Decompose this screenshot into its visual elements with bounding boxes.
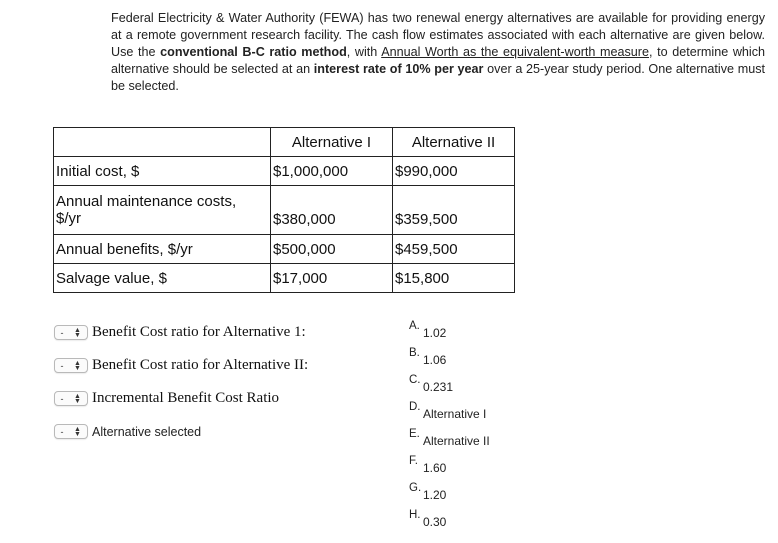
option-value: Alternative II: [423, 434, 490, 448]
updown-arrows-icon: ▲ ▼: [74, 359, 81, 372]
problem-statement: [111, 10, 765, 95]
problem-text-4: over a 25-year study period. One alternative must be selected.: [111, 62, 765, 93]
table-header-alt2: Alternative II: [393, 128, 515, 157]
answer-select-4[interactable]: [54, 424, 88, 439]
table-header-alt1: Alternative I: [271, 128, 393, 157]
option-letter: H.: [409, 509, 421, 521]
question-bc-alt1: [54, 324, 306, 341]
cell-alt1-value: $380,000: [273, 210, 336, 228]
option-value: 1.06: [423, 353, 447, 367]
answer-select-2[interactable]: [54, 358, 88, 373]
problem-text-2: , with: [346, 45, 382, 59]
option-h: [409, 509, 447, 529]
option-c: [409, 374, 454, 394]
table-header-row: [54, 128, 515, 157]
option-value: 1.20: [423, 488, 447, 502]
table-header-blank: [54, 128, 271, 157]
updown-arrows-icon: ▲ ▼: [74, 392, 81, 405]
option-a: [409, 320, 447, 340]
question-text: Benefit Cost ratio for Alternative II:: [92, 357, 309, 373]
cell-alt1: [271, 186, 393, 235]
option-value: 0.30: [423, 515, 447, 529]
option-f: [409, 455, 447, 475]
row-label: Initial cost, $: [54, 157, 271, 186]
cell-alt1: $17,000: [271, 264, 393, 293]
cell-alt2: $459,500: [393, 235, 515, 264]
option-value: 1.60: [423, 461, 447, 475]
selected-value: -: [60, 426, 64, 437]
cell-alt2: $15,800: [393, 264, 515, 293]
option-d: [409, 401, 487, 421]
row-label: Annual benefits, $/yr: [54, 235, 271, 264]
option-letter: G.: [409, 482, 422, 494]
option-g: [409, 482, 447, 502]
cell-alt2: $990,000: [393, 157, 515, 186]
updown-arrows-icon: ▲ ▼: [74, 326, 81, 339]
option-value: Alternative I: [423, 407, 487, 421]
option-value: 0.231: [423, 380, 454, 394]
table-row-salvage: [54, 264, 515, 293]
option-letter: F.: [409, 455, 418, 467]
question-incremental-bc: [54, 390, 279, 407]
selected-value: -: [60, 327, 64, 338]
selected-value: -: [60, 393, 64, 404]
problem-bold-method: conventional B-C ratio method: [160, 45, 347, 59]
question-alternative-selected: [54, 423, 201, 440]
updown-arrows-icon: ▲ ▼: [74, 425, 81, 438]
problem-bold-rate: interest rate of 10% per year: [313, 62, 484, 76]
answer-select-3[interactable]: [54, 391, 88, 406]
problem-text-1: Federal Electricity & Water Authority (FEWA) has two renewal energy alternatives are available for providing energy at a remote government research facility. The cash flow estimates associated with each alternative are given below. Use the: [111, 11, 765, 59]
option-letter: B.: [409, 347, 420, 359]
question-text: Benefit Cost ratio for Alternative 1:: [92, 324, 306, 340]
selected-value: -: [60, 360, 64, 371]
row-label: [54, 186, 271, 235]
table-row-maintenance: [54, 186, 515, 235]
cell-alt1: $1,000,000: [271, 157, 393, 186]
option-b: [409, 347, 447, 367]
table-row-benefits: [54, 235, 515, 264]
question-text: Incremental Benefit Cost Ratio: [92, 390, 280, 406]
option-letter: E.: [409, 428, 420, 440]
problem-underlined-measure: Annual Worth as the equivalent-worth measure: [381, 45, 649, 59]
question-bc-alt2: [54, 357, 308, 374]
question-text: Alternative selected: [92, 424, 202, 439]
row-label-line1: Annual maintenance costs,: [56, 193, 237, 210]
option-e: [409, 428, 490, 448]
table-row-initial-cost: [54, 157, 515, 186]
option-value: 1.02: [423, 326, 447, 340]
option-letter: D.: [409, 401, 421, 413]
cell-alt2: [393, 186, 515, 235]
cell-alt2-value: $359,500: [395, 210, 458, 228]
answer-select-1[interactable]: [54, 325, 88, 340]
cell-alt1: $500,000: [271, 235, 393, 264]
cash-flow-table: [53, 127, 515, 293]
row-label: Salvage value, $: [54, 264, 271, 293]
option-letter: A.: [409, 320, 420, 332]
option-letter: C.: [409, 374, 421, 386]
problem-text-3: , to determine which alternative should be selected at an: [111, 45, 766, 76]
row-label-line2: $/yr: [56, 210, 82, 227]
